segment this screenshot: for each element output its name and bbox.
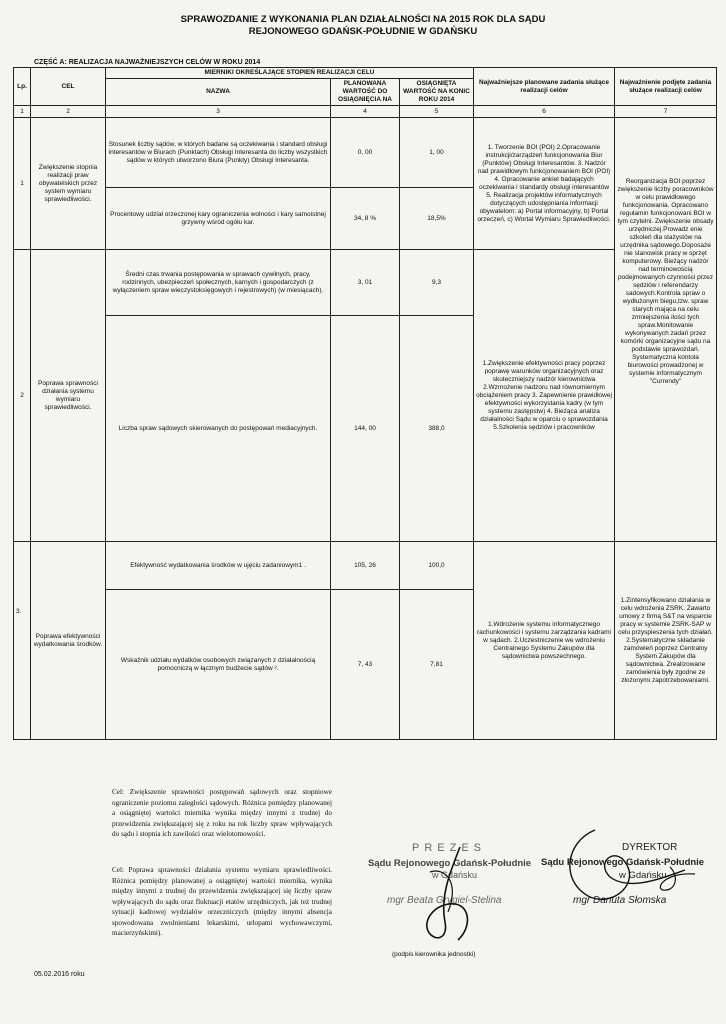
row1-cel: Zwiększenie stopnia realizacji praw obywatelskich przez system wymiaru sprawiedliwości. [31,118,106,250]
header-podjete: Najważnienie podjęte zadania służące realizacji celów [615,68,717,106]
header-nazwa: NAZWA [106,79,331,106]
header-zadania: Najważniejsze planowane zadania służące realizacji celów [474,68,615,106]
stamp-prezes-court: Sądu Rejonowego Gdańsk-Południe [368,858,532,869]
row3-measure2-planned: 7, 43 [331,590,400,740]
row1-tasks: 1. Tworzenie BOI (POI) 2.Opracowanie instrukcji/zarządzeń funkcjonowania Biur (Punktów) Obsługi Interesantów. 3. Nadzór nad prawidłowym funkcjonowaniem BOI (POI) 4. Opracowanie ankiet badających oczekiwania i standardy obsługi interesantów 5. Realizacja projektów informatycznych dotyczących udostępniania informacji obywatelom: a) Portal informacyjny, b) Portal orzeczeń, c) Wortal Wymiaru Sprawiedliwości. [474,118,615,250]
row2-measure2-achieved: 388,0 [400,316,474,542]
row2-measure2-planned: 144, 00 [331,316,400,542]
row3-cel: Poprawa efektywności wydatkowania środków. [31,542,106,740]
row1-measure2-planned: 34, 8 % [331,188,400,250]
stamp-prezes-title: PREZES [412,842,487,854]
row1-measure1-planned: 0, 00 [331,118,400,188]
stamp-prezes-city: w Gdańsku [432,870,478,880]
col-number: 6 [474,106,615,118]
report-date: 05.02.2016 roku [34,971,85,978]
row2-measure2-name: Liczba spraw sądowych skierowanych do postępowań mediacyjnych. [106,316,331,542]
row2-lp: 2 [14,250,31,542]
header-osiagnieta: OSIĄGNIĘTA WARTOŚĆ NA KONIC ROKU 2014 [400,79,474,106]
report-title-line1: SPRAWOZDANIE Z WYKONANIA PLAN DZIAŁALNOŚCI NA 2015 ROK DLA SĄDU [180,14,546,25]
row3-measure1-planned: 105, 26 [331,542,400,590]
col-number: 4 [331,106,400,118]
col-number: 7 [615,106,717,118]
stamp-dyrektor-court: Sądu Rejonowego Gdańsk-Południe [541,857,705,868]
section-heading: CZĘŚĆ A: REALIZACJA NAJWAŻNIEJSZYCH CELÓW W ROKU 2014 [34,59,261,66]
col-number: 3 [106,106,331,118]
row3-measure2-achieved: 7,81 [400,590,474,740]
goals-table [13,67,717,740]
header-planowana: PLANOWANA WARTOŚĆ DO OSIĄGNIĘCIA NA [331,79,400,106]
row3-tasks: 1.Wdrożenie systemu informatycznego rachunkowości i systemu zarządzania kadrami w sądach. 2.Uczestniczenie we wdrożeniu Centralnego Systemu Zakupów dla sądownictwa powszechnego. [474,542,615,740]
header-lp: Lp. [14,68,31,106]
row2-cel: Poprawa sprawności działania systemu wymiaru sprawiedliwości. [31,250,106,542]
row1-measure2-name: Procentowy udział orzeczonej kary ograniczenia wolności i kary samoistnej grzywny wśród ogółu kar. [106,188,331,250]
signature-dyrektor [555,822,705,917]
stamp-dyrektor-title: DYREKTOR [622,842,678,853]
signature-caption: (podpis kierownika jednostki) [392,951,476,958]
col-number: 2 [31,106,106,118]
report-title [0,14,726,38]
column7-bottom: 1.Zintensyfikowano działania w celu wdrożenia ZSRK. Zawarto umowy z firmą S&T na wsparcie pracy w systemie ZSRK-SAP w celu przyspieszenia tych działań. 2.Systematyczne składanie zamówień poprzez Centralny System Zakupów dla sądownictwa. Zrealizowane zamówienia były zgodne ze złożonymi zapotrzebowaniami. [615,542,717,740]
row2-measure1-achieved: 9,3 [400,250,474,316]
header-cel: CEL [31,68,106,106]
column7-top: Reorganizacja BOI poprzez zwiększenie liczby poracowników w celu prawidłowego funkcjonowania. Opracowano regulamin funkcjonowani BOI w tym czytelni. Zwiększenie obsady urzędniczej.Prowadz enie szkoleń dla stażystów na urzędnika sądowego.Doposaże nie stanowisk pracy w sprzęt komputerowy. Bieżący nadzór nad terminowością podejmowanych czynności przez sędziów i referendarzy sadowych.Kontrola spraw o wydłużonym biegu,tzw. spraw starych mająca na celu zmniejszenia ilości tych spraw.Monitowanie wykonywanych zadań przez komórki organizacyjne sądu na podstawie sprawozdań. Systematyczna kontola biurowości prowadzonej w systemie informatycznym "Currendy" [615,118,717,542]
stamp-dyrektor-name: mgr Danuta Słomska [573,895,667,906]
explanatory-note-2: Cel: Poprawa sprawności działania systemu wymiaru sprawiedliwości. Różnica pomiędzy planowanej a osiągniętej wartości miernika, wynika między innymi z trudnej do przewidzenia zwiększającej się liczby spraw wpływających do sądu oraz fluktuacji etatów urzędniczych, jak też trudnej sytuacji kadrowej wydziałów orzeczniczych (między innymi absencja spowodowana zwolnieniami lekarskimi, urlopami wychowawczymi, macierzyńskimi). [112,866,332,937]
row3-measure1-achieved: 100,0 [400,542,474,590]
row1-measure2-achieved: 18,5% [400,188,474,250]
row2-measure1-name: Średni czas trwania postępowania w sprawach cywilnych, pracy, rodzinnych, ubezpieczeń społecznych, karnych i gospodarczych (z wyłączeniem spraw wieczystoksięgowych i rejestrowych) (w miesiącach). [106,250,331,316]
row1-measure1-name: Stosunek liczby sądów, w których badane są oczekiwania i standard obsługi interesantów w Biurach (Punktach) Obsługi Interesanta do liczby wszystkich sądów w których utworzono Biura (Punkty) Obsługi Interesanta. [106,118,331,188]
explanatory-note-1: Cel: Zwiększenie sprawności postępowań sądowych oraz stopniowe ograniczenie poziomu zaległości sądowych. Różnica pomiędzy planowanej a osiągniętej wartości miernika wynika między innymi z trudnej do przewidzenia zwiększającej się z roku na rok liczby spraw wpływających do sądu i stopnia ich zawiłości oraz wielotomowości. [112,788,332,838]
row3-lp: 3. [14,542,31,740]
col-number: 1 [14,106,31,118]
signature-prezes [400,842,490,947]
row1-lp: 1 [14,118,31,250]
report-title-line2: REJONOWEGO GDAŃSK-POŁUDNIE W GDAŃSKU [248,26,478,37]
row2-measure1-planned: 3, 01 [331,250,400,316]
row3-measure2-name: Wskaźnik udziału wydatków osobowych związanych z działalnością pomocniczą w łącznym budżecie sądów ². [106,590,331,740]
header-mierniki: MIERNIKI OKREŚLAJĄCE STOPIEŃ REALIZACJI CELU [106,68,474,79]
row1-measure1-achieved: 1, 00 [400,118,474,188]
row2-tasks: 1.Zwiększenie efektywności pracy poprzez poprawę warunków organizacyjnych oraz skuteczniejszy nadzór kierownictwa 2.Wzmożenie nadzoru nad równomiernym obciążeniem pracy 3. Zapewnienie prawidłowej efektywności wykorzystania kadry (w tym systemu zastępstw) 4. Bieżąca analiza działalności Sądu w oparciu o sprawozdania 5.Szkolenia sędziów i pracowników [474,250,615,542]
stamp-dyrektor-city: w Gdańsku [619,870,667,881]
col-number: 5 [400,106,474,118]
row3-measure1-name: Efektywność wydatkowania środków w ujęciu zadaniowym1 . [106,542,331,590]
stamp-prezes-name: mgr Beata Grygiel-Stelina [387,895,502,906]
